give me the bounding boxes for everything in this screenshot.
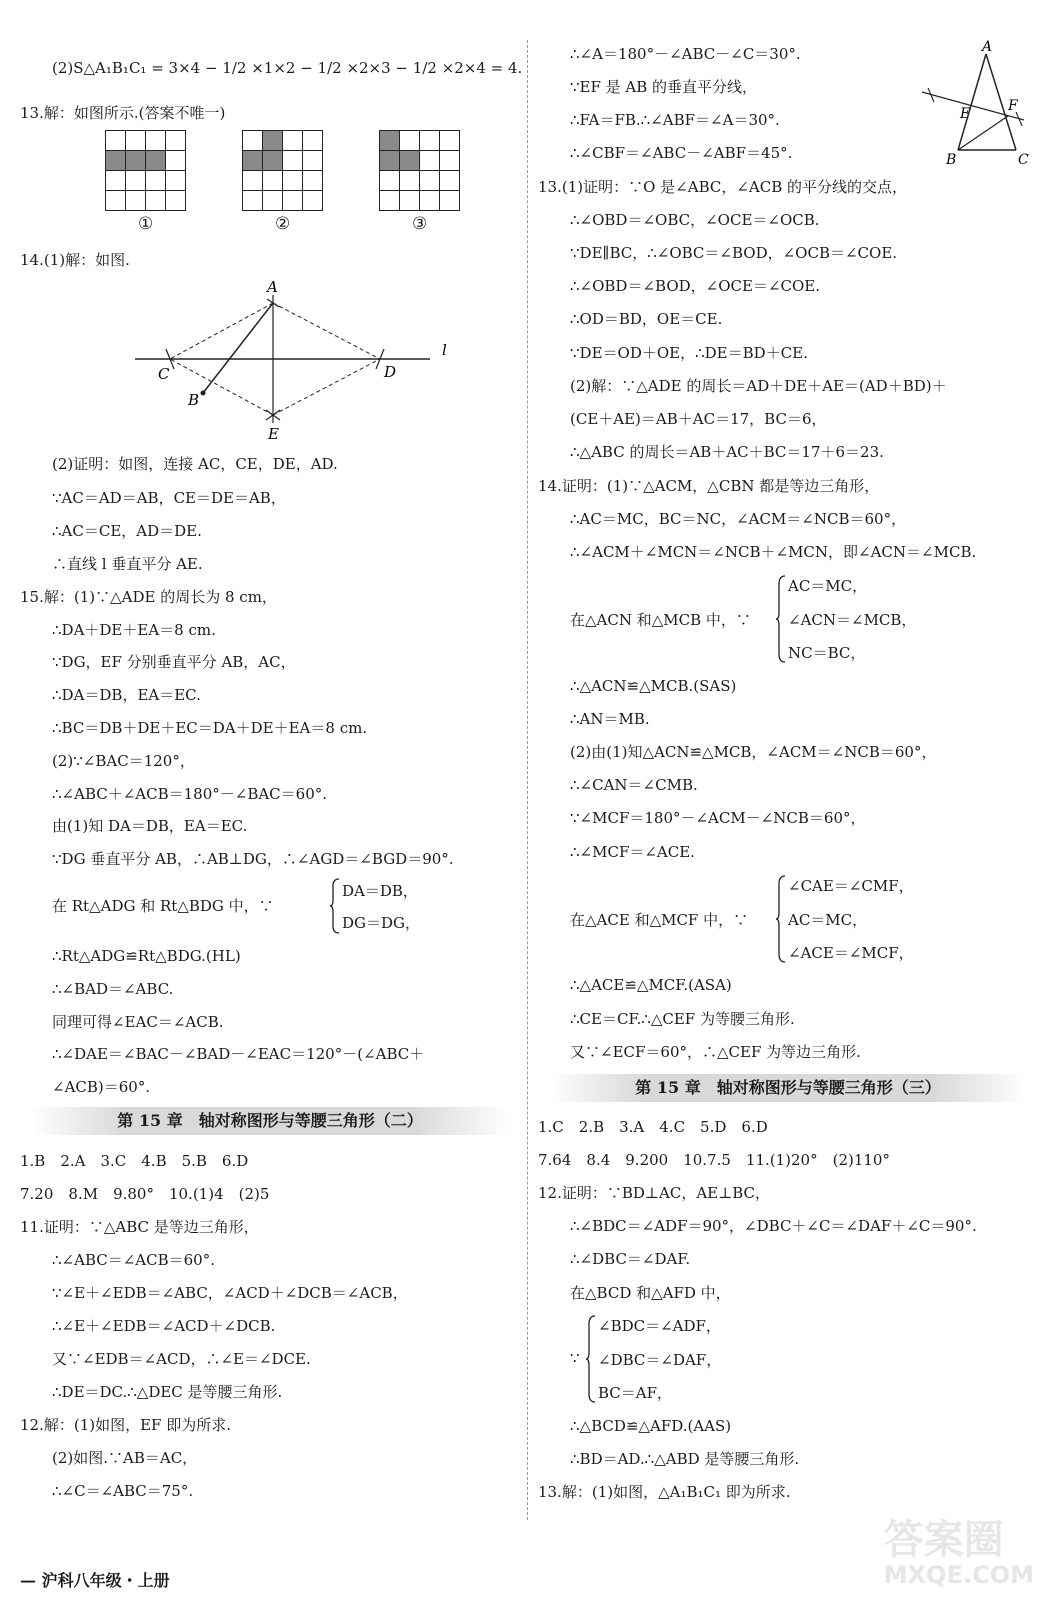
grid-cell: [126, 191, 146, 211]
text-line: ∴△ACN≌△MCB.(SAS): [570, 677, 737, 695]
grid-cell: [303, 151, 323, 171]
page-footer: — 沪科八年级・上册: [20, 1571, 170, 1590]
text-line: 7.20 8.M 9.80° 10.(1)4 (2)5: [20, 1185, 270, 1203]
text-line: ∴AN＝MB.: [570, 710, 650, 728]
curly-brace: [776, 875, 786, 963]
brace-item-2: AC＝MC，: [788, 911, 868, 929]
text-line: ∴AC＝CE，AD＝DE.: [52, 522, 202, 540]
text-line: 13.解：(1)如图，△A₁B₁C₁ 即为所求.: [538, 1483, 791, 1501]
text-line: ∴∠C＝∠ABC＝75°.: [52, 1482, 194, 1500]
grid-cell: [263, 131, 283, 151]
text-line: 15.解：(1)∵△ADE 的周长为 8 cm，: [20, 588, 277, 606]
text-line: ∴∠DAE＝∠BAC－∠BAD－∠EAC＝120°－(∠ABC＋: [52, 1045, 425, 1063]
grid-cell: [166, 151, 186, 171]
brace-item-2: ∠ACN＝∠MCB，: [788, 611, 917, 629]
text-line: ∴FA＝FB.∴∠ABF＝∠A＝30°.: [570, 111, 780, 129]
text-line: ∴BC＝DB＋DE＋EC＝DA＋DE＋EA＝8 cm.: [52, 719, 368, 737]
brace-item-1: ∠BDC＝∠ADF，: [598, 1317, 721, 1335]
text-line: ∵DG，EF 分别垂直平分 AB，AC，: [52, 653, 296, 671]
grid-cell: [243, 191, 263, 211]
text-line: ∴∠BAD＝∠ABC.: [52, 980, 174, 998]
text-line: ∴∠ACM＋∠MCN＝∠NCB＋∠MCN，即∠ACN＝∠MCB.: [570, 543, 977, 561]
text-line: ∴DE＝DC.∴△DEC 是等腰三角形.: [52, 1383, 283, 1401]
watermark-url: MXQE.COM: [883, 1561, 1034, 1589]
fig14-label-l: l: [442, 341, 447, 359]
chapter-heading-2: 第 15 章 轴对称图形与等腰三角形（二）: [30, 1107, 510, 1135]
text-line: ∴Rt△ADG≌Rt△BDG.(HL): [52, 947, 241, 965]
grid-cell: [146, 151, 166, 171]
text-line: ∴∠A＝180°－∠ABC－∠C＝30°.: [570, 45, 801, 63]
grid-cell: [380, 191, 400, 211]
text-line: ∵AC＝AD＝AB，CE＝DE＝AB，: [52, 489, 286, 507]
grid-cell: [106, 171, 126, 191]
text-line: 1.B 2.A 3.C 4.B 5.B 6.D: [20, 1152, 249, 1170]
grid-cell: [166, 131, 186, 151]
text-line: 13.解：如图所示.(答案不唯一): [20, 104, 226, 122]
grid-cell: [146, 191, 166, 211]
text-line: 又∵∠ECF＝60°，∴△CEF 为等边三角形.: [570, 1043, 861, 1061]
watermark-logo: [884, 1518, 1034, 1588]
grid-cell: [283, 171, 303, 191]
grid-cell: [380, 131, 400, 151]
text-line: ∴△ABC 的周长＝AB＋AC＋BC＝17＋6＝23.: [570, 443, 884, 461]
fig12-label-e: E: [960, 106, 971, 122]
fig12-label-c: C: [1018, 152, 1029, 168]
brace-group-acn-mcb: [570, 573, 1030, 665]
text-line: ∵∠E＋∠EDB＝∠ABC，∠ACD＋∠DCB＝∠ACB，: [52, 1284, 408, 1302]
grid-cell: [440, 151, 460, 171]
grid-cell: [243, 151, 263, 171]
text-line: ∴BD＝AD.∴△ABD 是等腰三角形.: [570, 1450, 800, 1468]
grid-cell: [440, 191, 460, 211]
brace-prefix: 在 Rt△ADG 和 Rt△BDG 中，∵: [52, 897, 274, 915]
grid-cell: [106, 191, 126, 211]
brace-item-3: BC＝AF，: [598, 1384, 673, 1402]
brace-prefix: ∵: [570, 1349, 580, 1367]
grid-cell: [126, 171, 146, 191]
text-line: 同理可得∠EAC＝∠ACB.: [52, 1013, 224, 1031]
grid-cell: [263, 151, 283, 171]
brace-item-1: AC＝MC，: [788, 577, 868, 595]
fig14-label-c: C: [158, 365, 170, 383]
text-line: ∴△BCD≌△AFD.(AAS): [570, 1417, 732, 1435]
text-line: ∴DA＝DB，EA＝EC.: [52, 686, 201, 704]
text-line: ∵EF 是 AB 的垂直平分线，: [570, 78, 758, 96]
grid-cell: [263, 171, 283, 191]
brace-prefix: 在△ACN 和△MCB 中，∵: [570, 611, 751, 629]
grid-cell: [146, 171, 166, 191]
text-line: 11.证明：∵△ABC 是等边三角形，: [20, 1218, 259, 1236]
grid-cell: [420, 151, 440, 171]
fig12-label-b: B: [946, 152, 957, 168]
grid-cell: [146, 131, 166, 151]
text-line: 14.(1)解：如图.: [20, 251, 130, 269]
curly-brace: [776, 575, 786, 663]
brace-item-3: NC＝BC，: [788, 644, 866, 662]
text-line: 在△BCD 和△AFD 中，: [570, 1284, 731, 1302]
text-line: 由(1)知 DA＝DB，EA＝EC.: [52, 817, 248, 835]
text-line: ∵DE∥BC，∴∠OBC＝∠BOD，∠OCB＝∠COE.: [570, 244, 898, 262]
text-line: ∴OD＝BD，OE＝CE.: [570, 310, 723, 328]
grid-cell: [400, 191, 420, 211]
text-line: (2)S△A₁B₁C₁ = 3×4 − 1/2 ×1×2 − 1/2 ×2×3 − 1/2 ×2×4 = 4.: [52, 59, 523, 77]
brace-group-bcd-afd: [570, 1313, 1030, 1405]
text-line: 7.64 8.4 9.200 10.7.5 11.(1)20° (2)110°: [538, 1151, 890, 1169]
text-line: ∴∠OBD＝∠OBC，∠OCE＝∠OCB.: [570, 211, 820, 229]
grid-cell: [420, 131, 440, 151]
brace-group-rt-adg-bdg: [52, 876, 512, 936]
grid-cell: [106, 151, 126, 171]
text-line: ∴∠ABC＋∠ACB＝180°－∠BAC＝60°.: [52, 785, 328, 803]
grid-figure-1: [105, 130, 186, 211]
text-line: ∴∠OBD＝∠BOD，∠OCE＝∠COE.: [570, 277, 821, 295]
brace-item-1: DA＝DB，: [342, 882, 418, 900]
grid-cell: [126, 151, 146, 171]
text-line: ∴∠CAN＝∠CMB.: [570, 776, 698, 794]
text-line: ∴∠ABC＝∠ACB＝60°.: [52, 1251, 215, 1269]
grid-cell: [303, 171, 323, 191]
text-line: ∴∠MCF＝∠ACE.: [570, 843, 695, 861]
chapter-heading-3: 第 15 章 轴对称图形与等腰三角形（三）: [548, 1074, 1028, 1102]
grid-cell: [400, 171, 420, 191]
curly-brace: [330, 878, 340, 934]
fig14-label-a: A: [267, 278, 278, 296]
fig12-label-a: A: [982, 40, 993, 55]
grid-cell: [166, 191, 186, 211]
text-line: (2)解：∵△ADE 的周长＝AD＋DE＋AE＝(AD＋BD)＋: [570, 377, 947, 395]
grid-label-3: ③: [412, 214, 428, 234]
text-line: ∴∠DBC＝∠DAF.: [570, 1250, 691, 1268]
grid-cell: [440, 171, 460, 191]
text-line: (2)如图.∵AB＝AC，: [52, 1449, 198, 1467]
text-line: 12.证明：∵BD⊥AC，AE⊥BC，: [538, 1184, 770, 1202]
grid-cell: [303, 191, 323, 211]
text-line: ∴DA＋DE＋EA＝8 cm.: [52, 621, 216, 639]
text-line: (2)∵∠BAC＝120°，: [52, 752, 195, 770]
text-line: ∴AC＝MC，BC＝NC，∠ACM＝∠NCB＝60°，: [570, 510, 907, 528]
brace-group-ace-mcf: [570, 873, 1030, 965]
fig14-label-e: E: [268, 425, 279, 443]
text-line: ∠ACB)＝60°.: [52, 1078, 151, 1096]
brace-item-1: ∠CAE＝∠CMF，: [788, 877, 914, 895]
column-divider: [527, 40, 528, 1520]
grid-cell: [420, 191, 440, 211]
text-line: ∴直线 l 垂直平分 AE.: [52, 555, 203, 573]
text-line: ∵∠MCF＝180°－∠ACM－∠NCB＝60°，: [570, 809, 866, 827]
text-line: (2)由(1)知△ACN≌△MCB，∠ACM＝∠NCB＝60°，: [570, 743, 937, 761]
grid-cell: [400, 131, 420, 151]
text-line: 14.证明：(1)∵△ACM，△CBN 都是等边三角形，: [538, 477, 880, 495]
grid-cell: [106, 131, 126, 151]
figure-14-diagram: [130, 275, 460, 445]
grid-cell: [420, 171, 440, 191]
watermark-text: 答案圈: [883, 1517, 1004, 1563]
text-line: ∴CE＝CF.∴△CEF 为等腰三角形.: [570, 1010, 795, 1028]
curly-brace: [586, 1315, 596, 1403]
grid-cell: [283, 191, 303, 211]
fig12-label-f: F: [1008, 98, 1018, 114]
grid-figure-3: [379, 130, 460, 211]
brace-item-2: DG＝DG，: [342, 914, 421, 932]
text-line: ∴△ACE≌△MCF.(ASA): [570, 976, 732, 994]
grid-label-1: ①: [138, 214, 154, 234]
figure-12-triangle: [914, 40, 1034, 168]
text-line: ∵DE＝OD＋OE，∴DE＝BD＋CE.: [570, 344, 808, 362]
brace-item-3: ∠ACE＝∠MCF，: [788, 944, 914, 962]
grid-cell: [263, 191, 283, 211]
text-line: (CE＋AE)＝AB＋AC＝17，BC＝6，: [570, 410, 827, 428]
text-line: ∴∠CBF＝∠ABC－∠ABF＝45°.: [570, 144, 793, 162]
fig14-label-b: B: [188, 391, 200, 409]
grid-figure-2: [242, 130, 323, 211]
grid-cell: [166, 171, 186, 191]
grid-label-2: ②: [275, 214, 291, 234]
text-line: 12.解：(1)如图，EF 即为所求.: [20, 1416, 231, 1434]
brace-prefix: 在△ACE 和△MCF 中，∵: [570, 911, 749, 929]
text-line: (2)证明：如图，连接 AC，CE，DE，AD.: [52, 455, 338, 473]
grid-cell: [283, 131, 303, 151]
text-line: 13.(1)证明：∵O 是∠ABC，∠ACB 的平分线的交点，: [538, 178, 908, 196]
grid-cell: [243, 171, 263, 191]
grid-cell: [380, 171, 400, 191]
grid-cell: [283, 151, 303, 171]
text-line: ∴∠E＋∠EDB＝∠ACD＋∠DCB.: [52, 1317, 276, 1335]
grid-cell: [440, 131, 460, 151]
text-line: 1.C 2.B 3.A 4.C 5.D 6.D: [538, 1118, 768, 1136]
grid-cell: [126, 131, 146, 151]
grid-cell: [400, 151, 420, 171]
text-line: 又∵∠EDB＝∠ACD，∴∠E＝∠DCE.: [52, 1350, 311, 1368]
text-line: ∵DG 垂直平分 AB，∴AB⊥DG，∴∠AGD＝∠BGD＝90°.: [52, 850, 454, 868]
grid-cell: [303, 131, 323, 151]
text-line: ∴∠BDC＝∠ADF＝90°，∠DBC＋∠C＝∠DAF＋∠C＝90°.: [570, 1217, 977, 1235]
fig14-label-d: D: [384, 363, 397, 381]
grid-cell: [243, 131, 263, 151]
grid-cell: [380, 151, 400, 171]
brace-item-2: ∠DBC＝∠DAF，: [598, 1351, 722, 1369]
